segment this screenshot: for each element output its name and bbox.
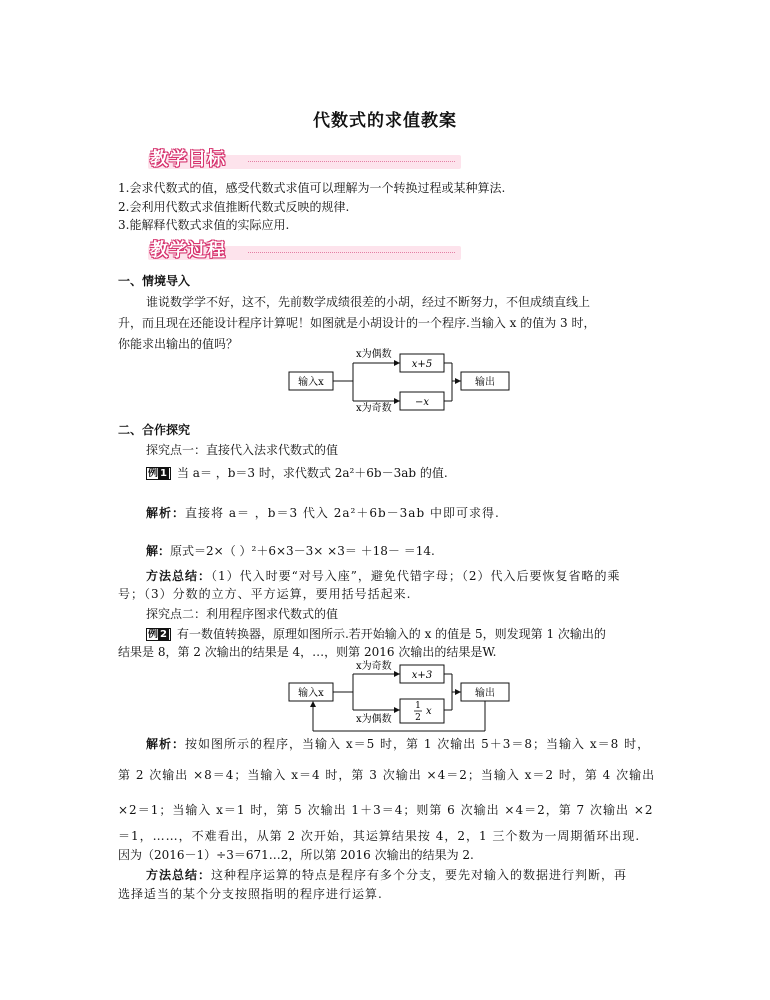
intro-paragraph-line: 谁说数学学不好，这不，先前数学成绩很差的小胡，经过不断努力，不但成绩直线上 <box>146 295 591 309</box>
analysis-2-line: ×2＝1；当输入 x＝1 时，第 5 次输出 1＋3＝4；则第 6 次输出 ×4＝2，第 7 次输出 ×2 <box>118 803 654 817</box>
flowchart-1 <box>280 345 520 417</box>
section-banner-objectives <box>148 150 461 170</box>
flow2-upper-op: x+3 <box>411 670 433 681</box>
method-2-line: 这种程序运算的特点是程序有多个分支，要先对输入的数据进行判断，再 <box>211 868 628 882</box>
flow2-fraction-variable: x <box>426 706 432 717</box>
example-2-badge: 例 2 <box>146 628 171 641</box>
analysis-2-label: 解析： <box>146 737 186 751</box>
flow2-fraction-numerator: 1 <box>415 701 421 711</box>
example-1-text: 当 a＝ ，b＝3 时，求代数式 2a²＋6b－3ab 的值. <box>176 466 448 480</box>
example-2-text: 结果是 8，第 2 次输出的结果是 4，…，则第 2016 次输出的结果是W. <box>118 645 497 659</box>
analysis-2-line: 因为（2016－1）÷3＝671…2，所以第 2016 次输出的结果为 2. <box>118 848 474 862</box>
flow1-output-label: 输出 <box>475 377 495 388</box>
analysis-2-line: ＝1，……，不难看出，从第 2 次开始，其运算结果按 4，2，1 三个数为一周期循环出现. <box>118 829 641 843</box>
analysis-2-line: 按如图所示的程序，当输入 x＝5 时，第 1 次输出 5＋3＝8；当输入 x＝8 时， <box>185 737 651 751</box>
flow1-input-label: 输入x <box>298 377 324 388</box>
method-summary-1 <box>146 567 621 585</box>
objective-item: 2.会利用代数式求值推断代数式反映的规律. <box>118 200 350 214</box>
section-title-objectives: 教学目标 <box>150 149 226 170</box>
heading-explore: 二、合作探究 <box>118 423 191 437</box>
explore-point-1: 探究点一：直接代入法求代数式的值 <box>146 443 339 457</box>
intro-paragraph-line: 你能求出输出的值吗？ <box>118 337 239 351</box>
explore-point-2: 探究点二：利用程序图求代数式的值 <box>146 607 339 621</box>
method-1-line: 号；（3）分数的立方、平方运算，要用括号括起来. <box>118 587 412 601</box>
analysis-1 <box>146 504 500 522</box>
analysis-2-line: 第 2 次输出 ×8＝4；当输入 x＝4 时，第 3 次输出 ×4＝2；当输入 x＝2 时，第 4 次输出 <box>118 768 656 782</box>
example-1 <box>146 464 448 482</box>
intro-paragraph-line: 升，而且现在还能设计程序计算呢！如图就是小胡设计的一个程序.当输入 x 的值为 3 时， <box>118 316 596 330</box>
flow2-fraction-denominator: 2 <box>415 713 421 723</box>
solution-1 <box>146 542 435 560</box>
flow2-output-label: 输出 <box>475 688 495 699</box>
method-summary-2 <box>146 866 627 884</box>
objective-item: 1.会求代数式的值，感受代数式求值可以理解为一个转换过程或某种算法. <box>118 181 506 195</box>
heading-intro: 一、情境导入 <box>118 274 191 288</box>
flow2-lower-condition: x为偶数 <box>356 714 392 725</box>
flow1-upper-condition: x为偶数 <box>356 349 392 360</box>
flow1-lower-op: −x <box>414 397 430 408</box>
solution-1-text: 原式＝2×（ ）²＋6×3－3× ×3＝ ＋18－ ＝14. <box>170 544 435 558</box>
method-2-line: 选择适当的某个分支按照指明的程序进行运算. <box>118 887 383 901</box>
analysis-2 <box>146 735 650 753</box>
analysis-1-label: 解析： <box>146 506 186 520</box>
method-1-label: 方法总结： <box>146 569 212 583</box>
example-1-badge: 例 1 <box>146 467 171 480</box>
section-title-process: 教学过程 <box>150 240 226 261</box>
flow2-upper-condition: x为奇数 <box>356 661 392 672</box>
flowchart-2 <box>280 659 520 735</box>
analysis-1-text: 直接将 a＝ ，b＝3 代入 2a²＋6b－3ab 中即可求得. <box>185 506 500 520</box>
objective-item: 3.能解释代数式求值的实际应用. <box>118 218 290 232</box>
page-title: 代数式的求值教案 <box>313 111 457 131</box>
example-2-text: 有一数值转换器，原理如图所示.若开始输入的 x 的值是 5，则发现第 1 次输出的 <box>176 627 606 641</box>
method-1-line: （1）代入时要“对号入座”，避免代错字母；（2）代入后要恢复省略的乘 <box>211 569 621 583</box>
flow2-input-label: 输入x <box>298 688 324 699</box>
flow1-upper-op: x+5 <box>411 359 433 370</box>
flow1-lower-condition: x为奇数 <box>356 403 392 414</box>
section-banner-process <box>148 241 461 261</box>
solution-1-label: 解： <box>146 544 171 558</box>
method-2-label: 方法总结： <box>146 868 212 882</box>
example-2 <box>146 625 606 643</box>
